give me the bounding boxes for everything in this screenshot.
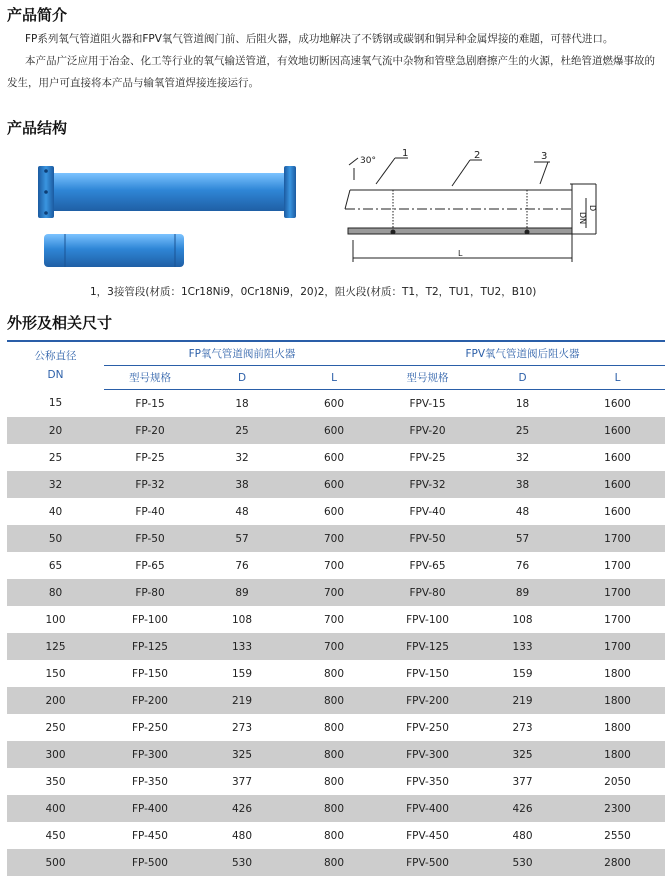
cell-fpv-model: FPV-65 <box>409 559 446 572</box>
cell-fpv-model: FPV-450 <box>406 829 449 842</box>
table-row <box>7 606 665 633</box>
cell-fpv-d: 426 <box>475 795 570 822</box>
table-row <box>7 795 665 822</box>
cell-fpv-l: 2550 <box>604 829 631 842</box>
dim-d-label: D <box>588 205 597 212</box>
cell-dn: 20 <box>7 417 104 444</box>
cell-fp-model: FP-200 <box>104 687 196 714</box>
cell-dn: 400 <box>7 795 104 822</box>
cell-fp-l: 600 <box>288 417 380 444</box>
cell-fpv-l: 2800 <box>570 849 665 876</box>
cell-fpv-l: 2300 <box>570 795 665 822</box>
angle-label: 30° <box>360 156 376 166</box>
cell-fpv-d: 32 <box>515 451 530 464</box>
cell-dn: 80 <box>7 579 104 606</box>
pipe-photo <box>38 166 296 218</box>
table-row <box>7 390 665 418</box>
cell-fp-model: FP-100 <box>132 613 168 626</box>
header-group-fpv: FPV氧气管道阀后阻火器 <box>380 341 665 366</box>
cell-fpv-model: FPV-15 <box>409 397 446 410</box>
cell-dn: 100 <box>45 613 66 626</box>
table-header-row-columns <box>7 366 665 390</box>
cell-fp-model: FP-32 <box>104 471 196 498</box>
cell-fpv-model: FPV-100 <box>406 613 449 626</box>
cell-dn: 250 <box>45 721 66 734</box>
cell-fp-d: 159 <box>231 667 253 680</box>
pipe-segment-photo <box>44 234 184 267</box>
cell-fpv-l: 1600 <box>604 397 631 410</box>
cell-fpv-model: FPV-300 <box>380 741 475 768</box>
cell-fpv-l: 1800 <box>604 721 631 734</box>
header-fp-model: 型号规格 <box>104 366 196 390</box>
cell-fp-model: FP-20 <box>104 417 196 444</box>
cell-fpv-model: FPV-350 <box>406 775 449 788</box>
table-row <box>7 579 665 606</box>
cell-fp-model: FP-65 <box>135 559 165 572</box>
cell-fp-model: FP-300 <box>104 741 196 768</box>
cell-fpv-l: 1700 <box>604 613 631 626</box>
cell-fp-model: FP-15 <box>135 397 165 410</box>
dimensions-title: 外形及相关尺寸 <box>7 314 113 332</box>
cell-fpv-l: 1600 <box>570 417 665 444</box>
callout-1: 1 <box>402 148 409 159</box>
cell-dn: 25 <box>48 451 63 464</box>
header-nominal-diameter <box>7 341 104 390</box>
table-row <box>7 660 665 687</box>
cell-fp-model: FP-450 <box>132 829 168 842</box>
cell-fp-model: FP-400 <box>104 795 196 822</box>
structure-diagram <box>0 146 670 280</box>
intro-paragraph-1: FP系列氧气管道阻火器和FPV氧气管道阀门前、后阻火器，成功地解决了不锈钢或碳钢和铜异种金属焊接的难题，可替代进口。 <box>25 33 614 45</box>
cell-fp-d: 89 <box>196 579 288 606</box>
callout-2: 2 <box>474 150 481 161</box>
dim-dn-label: DN <box>578 212 587 225</box>
cell-fpv-l: 1700 <box>604 559 631 572</box>
cell-dn: 40 <box>48 505 63 518</box>
cell-fp-model: FP-25 <box>135 451 165 464</box>
dimensions-table <box>7 340 665 876</box>
cell-fp-model: FP-500 <box>104 849 196 876</box>
table-row <box>7 525 665 552</box>
table-row <box>7 687 665 714</box>
cell-fp-d: 325 <box>196 741 288 768</box>
table-body <box>7 390 665 877</box>
intro-paragraph-2: 本产品广泛应用于冶金、化工等行业的氧气输送管道，有效地切断因高速氧气流中杂物和管壁急剧磨擦产生的火源，杜绝管道燃爆事故的发生，用户可直接将本产品与输氧管道焊接连接运行。 <box>7 55 655 89</box>
cell-fpv-d: 480 <box>512 829 533 842</box>
cell-fp-l: 800 <box>323 775 345 788</box>
cell-fp-l: 700 <box>323 559 345 572</box>
cell-fp-model: FP-250 <box>132 721 168 734</box>
header-fpv-l: L <box>570 366 665 390</box>
table-row <box>7 714 665 741</box>
cell-fp-d: 530 <box>196 849 288 876</box>
cell-fpv-model: FPV-200 <box>380 687 475 714</box>
cell-fp-l: 800 <box>323 721 345 734</box>
cell-fp-d: 219 <box>196 687 288 714</box>
cell-fpv-d: 377 <box>512 775 533 788</box>
callout-3: 3 <box>541 151 548 162</box>
cell-fp-d: 48 <box>235 505 249 518</box>
cell-fp-d: 32 <box>235 451 249 464</box>
cell-fpv-model: FPV-125 <box>380 633 475 660</box>
cell-fpv-l: 1600 <box>604 451 631 464</box>
cell-fpv-d: 18 <box>515 397 530 410</box>
cell-fpv-model: FPV-40 <box>409 505 446 518</box>
cell-fpv-d: 325 <box>475 741 570 768</box>
cell-fp-l: 800 <box>323 667 345 680</box>
cell-fpv-d: 89 <box>475 579 570 606</box>
cell-fpv-l: 1800 <box>570 687 665 714</box>
cell-dn: 500 <box>7 849 104 876</box>
cell-fp-d: 108 <box>231 613 253 626</box>
cell-dn: 125 <box>7 633 104 660</box>
cell-dn: 65 <box>48 559 63 572</box>
cell-fpv-l: 1600 <box>570 471 665 498</box>
cell-dn: 50 <box>7 525 104 552</box>
cell-fp-model: FP-150 <box>132 667 168 680</box>
table-row <box>7 471 665 498</box>
cell-fpv-l: 1700 <box>570 633 665 660</box>
cell-fp-d: 25 <box>196 417 288 444</box>
cell-dn: 200 <box>7 687 104 714</box>
structure-title: 产品结构 <box>7 119 68 137</box>
cell-fp-l: 700 <box>288 525 380 552</box>
cell-fp-l: 800 <box>288 795 380 822</box>
cell-fp-l: 700 <box>323 613 345 626</box>
cell-fp-d: 480 <box>231 829 253 842</box>
cell-fpv-d: 25 <box>475 417 570 444</box>
cell-fp-l: 600 <box>323 451 345 464</box>
cell-fpv-model: FPV-20 <box>380 417 475 444</box>
cell-fp-model: FP-40 <box>135 505 165 518</box>
cell-fp-d: 57 <box>196 525 288 552</box>
cell-fpv-l: 1700 <box>570 525 665 552</box>
cell-fpv-d: 108 <box>512 613 533 626</box>
cell-dn: 300 <box>7 741 104 768</box>
cell-fp-d: 273 <box>231 721 253 734</box>
cell-fp-model: FP-350 <box>132 775 168 788</box>
cell-fp-l: 600 <box>288 471 380 498</box>
cell-fp-d: 18 <box>235 397 249 410</box>
cell-fp-l: 600 <box>323 505 345 518</box>
cell-fp-l: 700 <box>288 579 380 606</box>
cell-fpv-d: 133 <box>475 633 570 660</box>
cell-fpv-model: FPV-150 <box>406 667 449 680</box>
cell-fpv-d: 48 <box>515 505 530 518</box>
table-row <box>7 633 665 660</box>
cell-fpv-l: 2050 <box>604 775 631 788</box>
dim-l-label: L <box>458 249 463 258</box>
cell-dn: 150 <box>45 667 66 680</box>
table-row <box>7 444 665 471</box>
intro-title: 产品简介 <box>7 6 68 24</box>
cell-fpv-d: 38 <box>475 471 570 498</box>
cell-fpv-d: 219 <box>475 687 570 714</box>
header-nominal-unit: DN <box>47 368 64 381</box>
cell-fpv-model: FPV-80 <box>380 579 475 606</box>
table-row <box>7 822 665 849</box>
cell-fpv-model: FPV-25 <box>409 451 446 464</box>
header-fp-d: D <box>196 366 288 390</box>
cell-fp-l: 800 <box>288 849 380 876</box>
cell-fp-l: 600 <box>323 397 345 410</box>
header-fpv-d: D <box>475 366 570 390</box>
cell-fp-d: 38 <box>196 471 288 498</box>
cell-fpv-d: 57 <box>475 525 570 552</box>
header-nominal-label: 公称直径 <box>34 349 77 362</box>
cell-fp-l: 800 <box>323 829 345 842</box>
cell-fp-model: FP-125 <box>104 633 196 660</box>
table-header-row-groups <box>7 341 665 366</box>
cell-fpv-d: 159 <box>512 667 533 680</box>
cell-fpv-model: FPV-500 <box>380 849 475 876</box>
table-row <box>7 741 665 768</box>
cell-fp-d: 133 <box>196 633 288 660</box>
cell-dn: 350 <box>45 775 66 788</box>
cell-fp-model: FP-50 <box>104 525 196 552</box>
cell-fpv-l: 1800 <box>604 667 631 680</box>
cell-fp-l: 800 <box>288 687 380 714</box>
cell-fp-l: 800 <box>288 741 380 768</box>
header-group-fp: FP氧气管道阀前阻火器 <box>104 341 380 366</box>
cell-dn: 32 <box>7 471 104 498</box>
cell-fp-d: 377 <box>231 775 253 788</box>
technical-drawing <box>345 158 596 262</box>
header-fp-l: L <box>288 366 380 390</box>
cell-fpv-model: FPV-250 <box>406 721 449 734</box>
cell-fpv-model: FPV-32 <box>380 471 475 498</box>
cell-fp-d: 426 <box>196 795 288 822</box>
cell-fpv-d: 76 <box>515 559 530 572</box>
cell-dn: 15 <box>48 397 63 410</box>
cell-fp-l: 700 <box>288 633 380 660</box>
cell-fpv-l: 1800 <box>570 741 665 768</box>
structure-caption: 1，3接管段(材质：1Cr18Ni9，0Cr18Ni9，20)2，阻火段(材质：T1，T2，TU1，TU2，B10) <box>90 286 537 298</box>
cell-fpv-l: 1700 <box>570 579 665 606</box>
cell-fpv-d: 273 <box>512 721 533 734</box>
cell-fpv-d: 530 <box>475 849 570 876</box>
cell-fpv-model: FPV-50 <box>380 525 475 552</box>
cell-dn: 450 <box>45 829 66 842</box>
cell-fp-d: 76 <box>235 559 249 572</box>
table-row <box>7 768 665 795</box>
cell-fpv-model: FPV-400 <box>380 795 475 822</box>
table-row <box>7 849 665 876</box>
table-row <box>7 552 665 579</box>
table-row <box>7 498 665 525</box>
cell-fp-model: FP-80 <box>104 579 196 606</box>
header-fpv-model: 型号规格 <box>380 366 475 390</box>
cell-fpv-l: 1600 <box>604 505 631 518</box>
table-row <box>7 417 665 444</box>
